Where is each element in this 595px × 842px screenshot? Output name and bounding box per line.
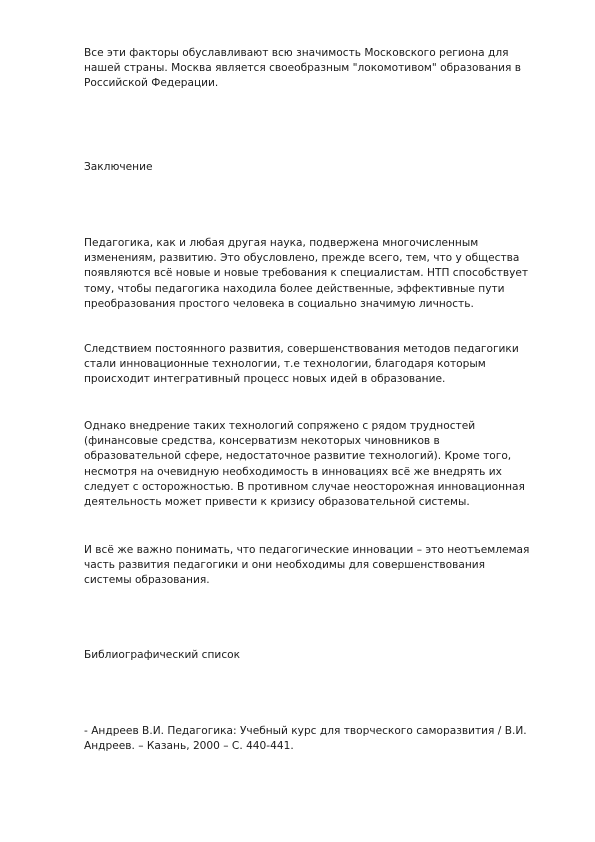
paragraph-pedagogy-changes: Педагогика, как и любая другая наука, подвержена многочисленным изменениям, развитию. Это обусловлено, прежде всего, тем, что у общества появляются всё новые и новые требования к специалистам. НТП способствует тому, чтобы педагогика находила более действенные, эффективные пути преобразования простого человека в социально значимую личность. xyxy=(84,237,529,310)
paragraph-innovative-technologies: Следствием постоянного развития, совершенствования методов педагогики стали инновационные технологии, т.е технологии, благодаря которым происходит интегративный процесс новых идей в образование. xyxy=(84,343,519,386)
paragraph-moscow-region: Все эти факторы обуславливают всю значимость Московского региона для нашей страны. Москва является своеобразным "локомотивом" образования в Российской Федерации. xyxy=(84,47,522,90)
paragraph-implementation-difficulties: Однако внедрение таких технологий сопряжено с рядом трудностей (финансовые средства, консерватизм некоторых чиновников в образовательной сфере, недостаточное развитие технологий). Кроме того, несмотря на очевидную необходимость в инновациях всё же внедрять их следует с осторожностью. В противном случае неосторожная инновационная деятельность может привести к кризису образовательной системы. xyxy=(84,420,525,509)
heading-conclusion: Заключение xyxy=(84,161,153,173)
heading-bibliography: Библиографический список xyxy=(84,649,241,661)
paragraph-innovations-importance: И всё же важно понимать, что педагогические инновации – это неотъемлемая часть развития педагогики и они необходимы для совершенствования системы образования. xyxy=(84,544,530,587)
bibliography-entry: - Андреев В.И. Педагогика: Учебный курс для творческого саморазвития / В.И. Андреев. – Казань, 2000 – С. 440-441. xyxy=(84,725,527,753)
